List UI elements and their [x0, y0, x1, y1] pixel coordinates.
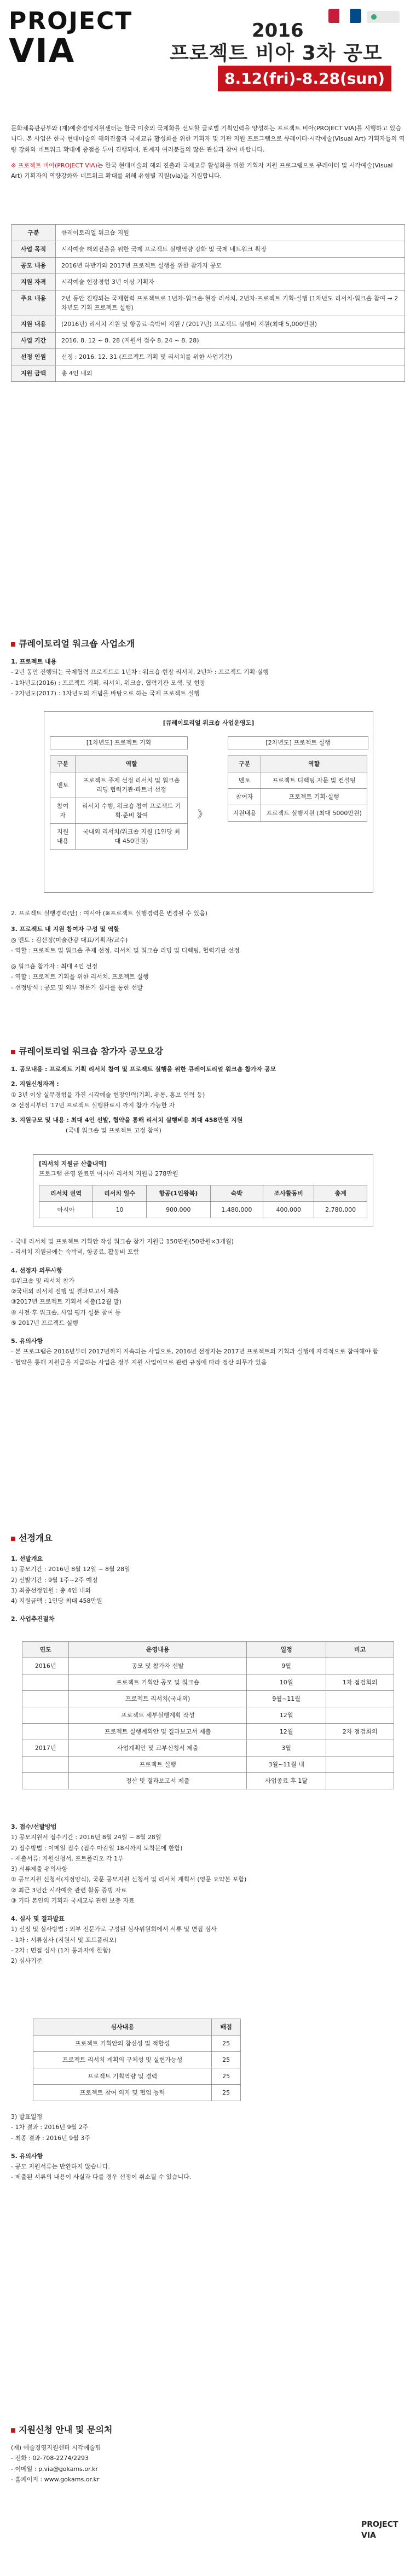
process-cell [22, 1724, 69, 1740]
s3-a3: 3. 접수/선발방법 [11, 1823, 57, 1830]
overview-value: 시각예술 현장경험 3년 이상 기획자 [56, 274, 405, 290]
diagram-cell: 역할 [76, 756, 188, 772]
s3-a5b: - 제출된 서류의 내용이 사실과 다를 경우 선정이 취소될 수 있습니다. [11, 2173, 192, 2181]
process-cell: 프로젝트 실행계획안 및 결과보고서 제출 [69, 1724, 247, 1740]
eval-header: 심사내용 [33, 2019, 212, 2036]
process-cell [22, 1707, 69, 1724]
overview-row [11, 241, 405, 258]
date-badge: 8.12(fri)-8.28(sun) [218, 66, 391, 91]
s2b-l4: 4. 선정자 의무사항 [11, 1266, 62, 1274]
section-1-text1: - 2년 동안 진행되는 국제협력 프로젝트로 1년차 : 워크숍·현장 리서치, 2년차 : 프로젝트 기획·실행 [11, 668, 269, 676]
project-via-logo [9, 9, 146, 91]
contact-info [11, 2443, 405, 2485]
process-cell [326, 1658, 394, 1674]
overview-key: 주요 내용 [11, 290, 56, 316]
overview-key: 사업 목적 [11, 241, 56, 258]
diagram-arrow-icon: 》 [198, 809, 207, 821]
s3-a1d: 4) 지원금액 : 1인당 최대 458만원 [11, 1597, 102, 1604]
cost-table [39, 1185, 367, 1218]
diagram-cell: 지원내용 [50, 824, 76, 850]
process-cell [22, 1674, 69, 1691]
diagram-cell: 멘토 [50, 772, 76, 798]
s3-a5: 5. 유의사항 [11, 2152, 43, 2160]
overview-key: 사업 기간 [11, 333, 56, 349]
eval-cell: 25 [212, 2052, 241, 2068]
eval-cell: 프로젝트 기획역량 및 경력 [33, 2068, 212, 2085]
s2b-l4b: ②국내외 리서치 진행 및 결과보고서 제출 [11, 1288, 119, 1295]
diagram-title: [큐레이토리얼 워크숍 사업운영도] [163, 719, 255, 726]
process-row [22, 1674, 394, 1691]
s2-l2a: ① 3년 이상 실무경험을 가진 시각예술 현장인력(기획, 유통, 홍보 인력 등) [11, 1091, 205, 1098]
section-3-title: 선정개요 [11, 1532, 53, 1545]
footer-logo-line-2: VIA [361, 2531, 376, 2540]
s3-a3b: 2) 접수방법 : 이메일 접수 (접수 마감일 18시까지 도착분에 한함) [11, 1844, 183, 1852]
diagram-cell: 구분 [50, 756, 76, 772]
footer [0, 2494, 416, 2576]
diagram-cell: 구분 [228, 756, 261, 772]
cost-cell: 2,780,000 [314, 1202, 367, 1218]
intro-paragraph-2 [11, 160, 405, 182]
diagram-left-title: [1차년도] 프로젝트 기획 [50, 736, 188, 749]
diagram-row [50, 798, 188, 824]
eval-row [33, 2085, 241, 2101]
cost-cell: 900,000 [147, 1202, 210, 1218]
section-2-title: 큐레이토리얼 워크숍 참가자 공모요강 [11, 1045, 163, 1059]
intro [11, 123, 405, 181]
overview-row [11, 349, 405, 365]
eval-cell: 25 [212, 2085, 241, 2101]
cost-header: 숙박 [210, 1185, 263, 1202]
operation-diagram [44, 711, 373, 893]
overview-row [11, 225, 405, 241]
s3-a1a: 1) 공모기간 : 2016년 8월 12일 ~ 8월 28일 [11, 1566, 130, 1573]
diagram-cell: 프로젝트 실행지원 (최대 5000만원) [261, 805, 367, 822]
s3-a4e: 3) 발표일정 [11, 2113, 43, 2120]
process-row [22, 1707, 394, 1724]
s2b-l5: 5. 유의사항 [11, 1338, 43, 1345]
process-cell [326, 1773, 394, 1789]
diagram-left-table [50, 755, 188, 850]
overview-key: 지원 내용 [11, 316, 56, 333]
s3-a4: 4. 심사 및 결과발표 [11, 1915, 65, 1922]
s3-a3a: 1) 공모지원서 접수기간 : 2016년 8월 24일 ~ 8월 28일 [11, 1834, 161, 1841]
overview-key: 공모 내용 [11, 258, 56, 274]
intro-paragraph-1: 문화체육관광부와 (재)예술경영지원센터는 한국 미술의 국제화를 선도할 글로벌 기획인력을 양성하는 프로젝트 비아(PROJECT VIA)를 시행하고 있습니다. 본 사업은 한국 현대미술의 해외진출과 국제교류 활성화를 위한 기획자 및 기관 지원 프로그램으로 큐레이터·시각예술(Visual Art) 기획자들의 역량 강화와 네트워크 확대에 중점을 두어 진행되며, 관계자 여러분들의 많은 관심과 참여 바랍니다. [11, 125, 405, 153]
s3-a4b: - 1차 : 서류심사 (지원서 및 포트폴리오) [11, 1936, 117, 1944]
overview-row [11, 258, 405, 274]
s2b-l4c: ③2017년 프로젝트 기획서 제출(12월 말) [11, 1298, 122, 1306]
s2b-l4a: ①워크숍 및 리서치 참가 [11, 1277, 74, 1284]
overview-value: 2016년 하반기와 2017년 프로젝트 실행을 위한 참가자 공모 [56, 258, 405, 274]
cost-cell: 1,480,000 [210, 1202, 263, 1218]
overview-value: 2년 동안 진행되는 국제협력 프로젝트로 1년차-워크숍·현장 리서치, 2년차-프로젝트 기획·실행 (1차년도 리서치·워크숍 참여 → 2차년도 기획 프로젝트 실행) [56, 290, 405, 316]
year: 2016 [252, 20, 304, 42]
eval-cell: 프로젝트 참여 의지 및 협업 능력 [33, 2085, 212, 2101]
process-header: 일정 [246, 1642, 326, 1658]
process-header: 운영내용 [69, 1642, 247, 1658]
section-1b [11, 908, 405, 993]
process-row [22, 1658, 394, 1674]
s3-a1: 1. 선발개요 [11, 1555, 43, 1562]
process-cell: 사업종료 후 1달 [246, 1773, 326, 1789]
section-1-sub1: 1. 프로젝트 내용 [11, 658, 57, 665]
diagram-cell: 프로젝트 디렉팅 자문 및 컨설팅 [261, 772, 367, 789]
logo-line-1: PROJECT [9, 7, 133, 35]
section-1b-note: 2. 프로젝트 실행경력(안) : 여시아 (※프로젝트 실행경력은 변경될 수 있음) [11, 910, 207, 917]
process-cell [22, 1757, 69, 1773]
cost-header: 항공(1인왕복) [147, 1185, 210, 1202]
process-row [22, 1773, 394, 1789]
diagram-cell: 참여자 [228, 789, 261, 805]
diagram-cell: 참여자 [50, 798, 76, 824]
s3-a4g: - 최종 결과 : 2016년 9월 3주 [11, 2134, 91, 2142]
overview-key: 구분 [11, 225, 56, 241]
contact-phone: - 전화 : 02-708-2274/2293 [11, 2455, 89, 2462]
eval-row [33, 2068, 241, 2085]
contact-homepage: - 홈페이지 : www.gokams.or.kr [11, 2475, 100, 2483]
process-cell: 12월 [246, 1707, 326, 1724]
section-1-body [11, 656, 405, 699]
contact-org: (재) 예술경영지원센터 시각예술팀 [11, 2444, 101, 2451]
process-cell: 2차 점검회의 [326, 1724, 394, 1740]
section-2-body [11, 1064, 405, 1136]
s3-a2: 2. 사업추진절차 [11, 1615, 55, 1623]
process-cell: 프로젝트 실행 [69, 1757, 247, 1773]
section-1b-p2: - 역할 : 프로젝트 및 워크숍 주제 선정, 리서치 및 워크숍 리딩 및 디렉팅, 협력기관 선정 [11, 946, 240, 954]
s3-a3f: ② 최근 3년간 시각예술 관련 활동 증빙 자료 [11, 1886, 127, 1894]
s3-a5a: - 공모 지원서류는 반환하지 않습니다. [11, 2163, 110, 2170]
sponsor-logos [328, 9, 405, 42]
diagram-cell: 국내외 리서치/워크숍 지원 (1인당 최대 450만원) [76, 824, 188, 850]
section-1b-p1: ◎ 멘토 : 김선정(미술관광 대표/기획자/교수) [11, 936, 128, 944]
s2-l1: 1. 공모내용 : 프로젝트 기획 리서치 참여 및 프로젝트 실행을 위한 큐레이토리얼 워크숍 참가자 공모 [11, 1066, 276, 1073]
overview-key: 지원 자격 [11, 274, 56, 290]
cost-title: [리서치 지원금 산출내역] [39, 1160, 107, 1167]
s3-a1c: 3) 최종선정인원 : 총 4인 내외 [11, 1586, 91, 1594]
diagram-right-title: [2차년도] 프로젝트 실행 [228, 736, 368, 749]
diagram-right-table [228, 755, 367, 822]
section-3-body-b [11, 1822, 405, 1966]
overview-value: 2016. 8. 12 ~ 8. 28 (지원서 접수 8. 24 ~ 8. 28) [56, 333, 405, 349]
section-1b-p4: - 역할 : 프로젝트 기획을 위한 리서치, 프로젝트 실행 [11, 973, 149, 981]
s2-l2: 2. 지원신청자격 : [11, 1080, 59, 1088]
contact-email: - 이메일 : p.via@gokams.or.kr [11, 2465, 99, 2473]
eval-cell: 프로젝트 기획안의 참신성 및 적합성 [33, 2036, 212, 2052]
overview-row [11, 316, 405, 333]
s2b-l5a: - 본 프로그램은 2016년부터 2017년까지 지속되는 사업으로, 2016년 선정자는 2017년 프로젝트의 기획과 실행에 자격적으로 참여해야 함 [11, 1348, 379, 1356]
s3-a3g: ③ 기타 본인의 기획과 국제교류 관련 보충 자료 [11, 1897, 135, 1904]
process-cell [326, 1707, 394, 1724]
process-row [22, 1724, 394, 1740]
process-cell [326, 1691, 394, 1707]
diagram-cell: 지원내용 [228, 805, 261, 822]
section-1-text2: - 1차년도(2016) : 프로젝트 기획, 리서치, 워크숍, 협력기관 모색, 및 현장 [11, 679, 206, 687]
logo-line-2: VIA [9, 32, 76, 70]
s3-a3d: 3) 서류제출 유의사항 [11, 1865, 68, 1873]
footer-logo-line-1: PROJECT [361, 2520, 398, 2529]
overview-row [11, 290, 405, 316]
process-cell: 프로젝트 기획안 공모 및 워크숍 [69, 1674, 247, 1691]
eval-cell: 프로젝트 리서치 계획의 구체성 및 실현가능성 [33, 2052, 212, 2068]
section-1-title: 큐레이토리얼 워크숍 사업소개 [11, 637, 135, 651]
cost-header: 리서치 권역 [39, 1185, 93, 1202]
overview-row [11, 365, 405, 382]
process-row [22, 1757, 394, 1773]
overview-value: 총 4인 내외 [56, 365, 405, 382]
eval-cell: 25 [212, 2036, 241, 2052]
process-cell: 프로젝트 리서치(국내외) [69, 1691, 247, 1707]
process-header: 연도 [22, 1642, 69, 1658]
s2b-l4e: ⑤ 2017년 프로젝트 실행 [11, 1319, 78, 1327]
header [0, 0, 416, 179]
eval-table [33, 2019, 241, 2101]
s3-a1b: 2) 선발기간 : 9월 1주~2주 예정 [11, 1576, 98, 1584]
ministry-logo-icon [328, 9, 361, 23]
process-header: 비고 [326, 1642, 394, 1658]
diagram-row [228, 772, 367, 789]
s3-a4d: 2) 심사기준 [11, 1957, 43, 1964]
process-cell: 프로젝트 세부실행계획 작성 [69, 1707, 247, 1724]
process-cell: 공모 및 참가자 선발 [69, 1658, 247, 1674]
diagram-row [228, 756, 367, 772]
s2b-l4d: ④ 사전·후 워크숍, 사업 평가 설문 참여 등 [11, 1309, 121, 1316]
eval-header: 배점 [212, 2019, 241, 2036]
s3-a4f: - 1차 결과 : 2016년 9월 2주 [11, 2124, 89, 2131]
diagram-row [228, 789, 367, 805]
diagram-row [50, 824, 188, 850]
eval-row [33, 2052, 241, 2068]
s3-a4c: - 2차 : 면접 심사 (1차 통과자에 한함) [11, 1946, 111, 1954]
overview-key: 선정 인원 [11, 349, 56, 365]
diagram-cell: 리서치 수행, 워크숍 참여 프로젝트 기획·준비 참여 [76, 798, 188, 824]
process-cell: 1차 점검회의 [326, 1674, 394, 1691]
section-4-title: 지원신청 안내 및 문의처 [11, 2423, 112, 2437]
diagram-cell: 프로젝트 기획·실행 [261, 789, 367, 805]
process-cell [22, 1691, 69, 1707]
process-table [22, 1641, 394, 1789]
s2b-n1: - 국내 리서치 및 프로젝트 기획안 작성 워크숍 참가 지원금 150만원(50만원×3개월) [11, 1238, 234, 1245]
diagram-cell: 역할 [261, 756, 367, 772]
process-cell [326, 1757, 394, 1773]
cost-cell: 400,000 [263, 1202, 314, 1218]
cost-header: 리서치 일수 [93, 1185, 147, 1202]
s3-a4a: 1) 선정 및 심사방법 : 외부 전문가로 구성된 심사위원회에서 서류 및 면접 심사 [11, 1926, 217, 1933]
cost-header: 조사활동비 [263, 1185, 314, 1202]
section-3-body-c [11, 2112, 405, 2183]
overview-value: (2016년) 리서치 지원 및 항공료·숙박비 지원 / (2017년) 프로젝트 실행비 지원(최대 5,000만원) [56, 316, 405, 333]
eval-cell: 25 [212, 2068, 241, 2085]
s3-a3c: - 제출서류: 지원신청서, 포트폴리오 각 1부 [11, 1854, 124, 1862]
diagram-row [50, 772, 188, 798]
cost-subtitle: 프로그램 운영 완료면 여시아 리서치 지원금 278만원 [39, 1170, 178, 1177]
s3-a3e: ① 공모지원 신청서(지정양식), 국문 공모지원 신청서 및 리서치 계획서 (영문 요약본 포함) [11, 1876, 247, 1883]
process-cell: 3월 [246, 1740, 326, 1757]
overview-key: 지원 금액 [11, 365, 56, 382]
overview-value: 큐레이토리얼 워크숍 지원 [56, 225, 405, 241]
cost-box [33, 1154, 373, 1226]
diagram-row [228, 805, 367, 822]
diagram-row [50, 756, 188, 772]
process-cell: 사업계획안 및 교부신청서 제출 [69, 1740, 247, 1757]
s2b-n2: - 리서치 지원금에는 숙박비, 항공료, 활동비 포함 [11, 1248, 139, 1256]
process-cell: 9월~11월 [246, 1691, 326, 1707]
section-1b-p5: - 선정방식 : 공모 및 외부 전문가 심사를 통한 선발 [11, 984, 143, 991]
section-2b [11, 1236, 405, 1368]
diagram-cell: 프로젝트 주제 선정 리서치 및 워크숍 리딩 협력기관·파트너 선정 [76, 772, 188, 798]
cost-cell: 아시아 [39, 1202, 93, 1218]
process-cell [22, 1773, 69, 1789]
overview-value: 선정 : 2016. 12. 31 (프로젝트 기획 및 리서치를 위한 사업기간) [56, 349, 405, 365]
process-cell: 2017년 [22, 1740, 69, 1757]
process-cell: 2016년 [22, 1658, 69, 1674]
overview-table [11, 224, 405, 382]
s2b-l5b: - 협약을 통해 지원금을 지급하는 사업은 정부 지원 사업이므로 관련 규정에 따라 정산 의무가 있음 [11, 1358, 267, 1366]
process-cell: 9월 [246, 1658, 326, 1674]
cost-cell: 10 [93, 1202, 147, 1218]
overview-row [11, 274, 405, 290]
process-cell: 10월 [246, 1674, 326, 1691]
s2-l2b: ② 선정시부터 '17년 프로젝트 실행완료시 까지 참가 가능한 자 [11, 1101, 175, 1109]
cost-header: 총계 [314, 1185, 367, 1202]
gokams-logo-icon [367, 11, 400, 23]
process-row [22, 1740, 394, 1757]
process-cell: 3월~11월 내 [246, 1757, 326, 1773]
process-cell: 12월 [246, 1724, 326, 1740]
intro-text: 는 한국 현대미술의 해외 진출과 국제교류 활성화를 위한 기획자 지원 프로그램으로 큐레이터 및 시각예술(Visual Art) 기획자의 역량강화와 네트워크 확대를 위해 유형별 지원(via)을 지원합니다. [11, 161, 393, 179]
s2-l3: 3. 지원규모 및 내용 : 최대 4인 선발, 협약을 통해 리서치 실행비용 최대 458만원 지원 [11, 1117, 243, 1124]
section-1b-p3: ◎ 워크숍 참가자 : 최대 4인 선정 [11, 963, 98, 970]
eval-row [33, 2036, 241, 2052]
process-cell: 정산 및 결과보고서 제출 [69, 1773, 247, 1789]
intro-red-text: ※ 프로젝트 비아(PROJECT VIA) [11, 161, 97, 169]
process-cell [326, 1740, 394, 1757]
overview-row [11, 333, 405, 349]
footer-logo [361, 2519, 411, 2541]
section-1-text3: - 2차년도(2017) : 1차년도의 개념을 바탕으로 하는 국제 프로젝트 실행 [11, 689, 200, 697]
page-title: 프로젝트 비아 3차 공모 [170, 42, 383, 65]
section-3-body-a [11, 1554, 405, 1625]
s2-l3b: (국내 워크숍 및 프로젝트 고정 참여) [66, 1127, 161, 1135]
section-1b-sub2: 3. 프로젝트 내 지원 참여자 구성 및 역할 [11, 926, 120, 933]
process-row [22, 1691, 394, 1707]
diagram-cell: 멘토 [228, 772, 261, 789]
overview-value: 시각예술 해외진출을 위한 국제 프로젝트 실행역량 강화 및 국제 네트워크 확장 [56, 241, 405, 258]
